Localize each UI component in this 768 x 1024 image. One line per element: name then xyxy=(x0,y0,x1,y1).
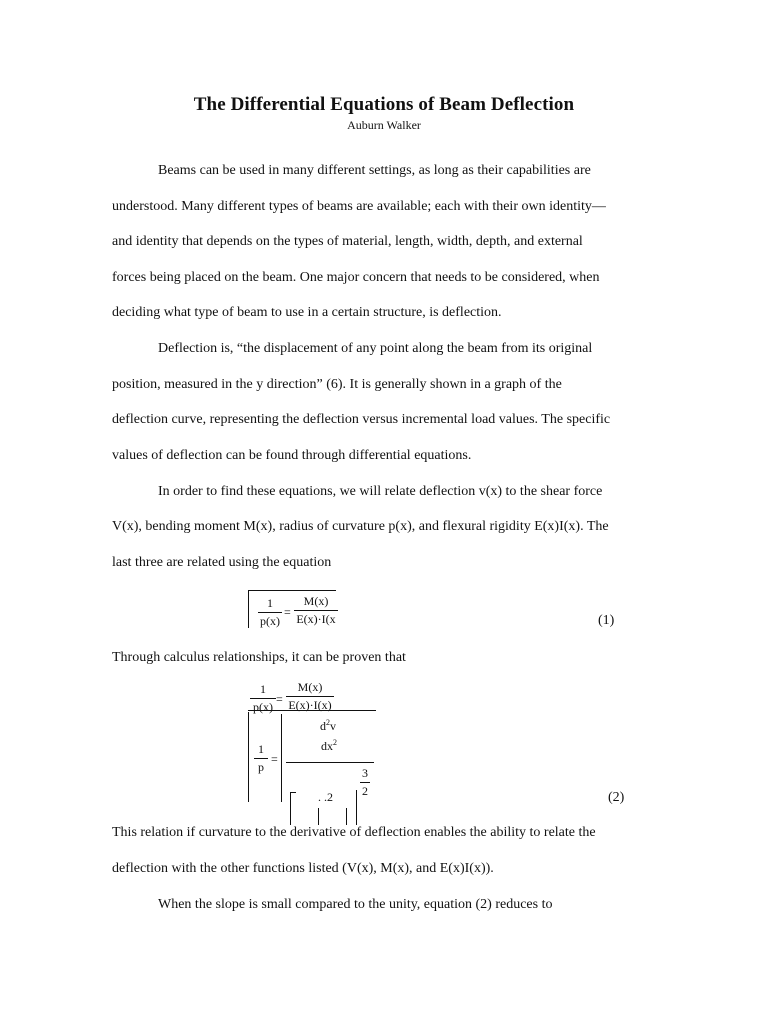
denominator: p(x) xyxy=(253,700,273,714)
bracket-rule xyxy=(290,792,296,793)
paragraph-line: forces being placed on the beam. One major concern that needs to be considered, when xyxy=(112,270,600,285)
denominator: p xyxy=(258,760,264,774)
equals-sign: = xyxy=(271,752,278,766)
equals-sign: = xyxy=(284,605,291,619)
equation-rule xyxy=(248,712,249,802)
paragraph-line: When the slope is small compared to the unity, equation (2) reduces to xyxy=(158,897,553,912)
equation-number: (1) xyxy=(598,613,615,628)
power-denominator: 2 xyxy=(362,784,368,798)
paragraph-line: values of deflection can be found through differential equations. xyxy=(112,448,472,463)
bracket-rule xyxy=(356,790,357,825)
second-derivative-numerator: $d^2v$ xyxy=(320,718,336,733)
paragraph-line: position, measured in the y direction” (6). It is generally shown in a graph of the xyxy=(112,377,562,392)
denominator: p(x) xyxy=(260,614,280,628)
bracket-rule xyxy=(281,714,282,802)
paragraph-line: deflection with the other functions listed (V(x), M(x), and E(x)I(x)). xyxy=(112,861,494,876)
numerator: M(x) xyxy=(303,594,329,608)
paragraph-line: deciding what type of beam to use in a certain structure, is deflection. xyxy=(112,305,502,320)
denominator: E(x)·I(x xyxy=(296,612,336,626)
equals-sign: = xyxy=(276,692,283,706)
fraction-bar xyxy=(286,762,374,763)
equation-1-rhs-fraction xyxy=(294,594,338,627)
paragraph-line: V(x), bending moment M(x), radius of curvature p(x), and flexural rigidity E(x)I(x). The xyxy=(112,519,609,534)
paragraph-line: last three are related using the equation xyxy=(112,555,332,570)
bracket-fragment: . .2 xyxy=(318,790,333,804)
paragraph-line: understood. Many different types of beams are available; each with their own identity— xyxy=(112,199,606,214)
equation-2-top-rhs-fraction xyxy=(286,680,334,713)
bracket-rule xyxy=(346,808,347,825)
numerator: 1 xyxy=(260,682,266,696)
numerator: M(x) xyxy=(297,680,323,694)
paragraph-line: Beams can be used in many different settings, as long as their capabilities are xyxy=(158,163,591,178)
bracket-rule xyxy=(290,792,291,825)
power-bar xyxy=(360,782,370,783)
equation-number: (2) xyxy=(608,790,625,805)
bracket-rule xyxy=(318,808,319,825)
equation-2-lhs-fraction xyxy=(254,742,268,775)
paragraph-line: Deflection is, “the displacement of any point along the beam from its original xyxy=(158,341,593,356)
equation-1 xyxy=(248,590,348,628)
paragraph-line: Through calculus relationships, it can be proven that xyxy=(112,650,406,665)
document-author: Auburn Walker xyxy=(347,118,421,132)
numerator: 1 xyxy=(267,596,273,610)
equation-1-lhs-fraction xyxy=(258,596,282,628)
equation-rule xyxy=(248,590,336,591)
numerator: 1 xyxy=(258,742,264,756)
paragraph-line: This relation if curvature to the derivative of deflection enables the ability to relate the xyxy=(112,825,596,840)
document-title: The Differential Equations of Beam Deflection xyxy=(193,94,575,115)
power-numerator: 3 xyxy=(362,766,368,780)
paragraph-line: In order to find these equations, we will relate deflection v(x) to the shear force xyxy=(158,484,603,499)
equation-rule xyxy=(248,590,249,628)
paragraph-line: and identity that depends on the types of material, length, width, depth, and external xyxy=(112,234,583,249)
denominator: E(x)·I(x) xyxy=(288,698,332,712)
paragraph-line: deflection curve, representing the deflection versus incremental load values. The specific xyxy=(112,412,611,427)
second-derivative-denominator: $dx^2$ xyxy=(321,738,337,753)
equation-rule xyxy=(248,710,376,711)
equation-2 xyxy=(246,680,386,825)
